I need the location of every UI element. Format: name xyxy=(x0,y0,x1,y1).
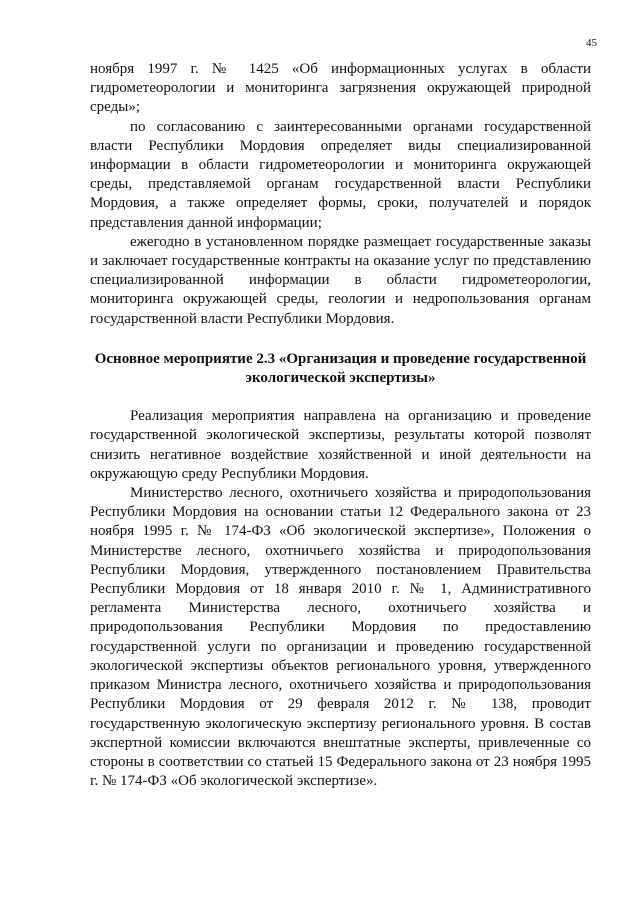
page-number: 45 xyxy=(586,37,597,49)
paragraph-coordination: по согласованию с заинтересованными органами государственной власти Республики Мордовия определяет виды специализированной информации в области гидрометеорологии и мониторинга окружающей среды, представляемой органам государственной власти Республики Мордовия, а также определяет формы, сроки, получателей и порядок представления данной информации; xyxy=(90,118,591,231)
section-gap xyxy=(90,388,591,407)
paragraph-implementation: Реализация мероприятия направлена на организацию и проведение государственной экологической экспертизы, результаты которой позволят снизить негативное воздействие хозяйственной и иной деятельности на окружающую среду Республики Мордовия. xyxy=(90,408,591,482)
paragraph-ministry: Министерство лесного, охотничьего хозяйства и природопользования Республики Мордовия на основании статьи 12 Федерального закона от 23 ноября 1995 г. № 174-ФЗ «Об экологической экспертизе», Положения о Министерстве лесного, охотничьего хозяйства и природопользования Республики Мордовия, утвержденного постановлением Правительства Республики Мордовия от 18 января 2010 г. № 1, Административного регламента Министерства лесного, охотничьего хозяйства и природопользования Республики Мордовия по предоставлению государственной услуги по организации и проведению государственной экологической экспертизы объектов регионального уровня, утвержденного приказом Министра лесного, охотничьего хозяйства и природопользования Республики Мордовия от 29 февраля 2012 г. № 138, проводит государственную экологическую экспертизу регионального уровня. В состав экспертной комиссии включаются внештатные эксперты, привлеченные со стороны в соответствии со статьей 15 Федерального закона от 23 ноября 1995 г. № 174-ФЗ «Об экологической экспертизе». xyxy=(90,485,591,790)
paragraph-continuation: ноября 1997 г. № 1425 «Об информационных услугах в области гидрометеорологии и мониторинга загрязнения окружающей природной среды»; xyxy=(90,61,591,116)
paragraph-state-orders: ежегодно в установленном порядке размещает государственные заказы и заключает государственные контракты на оказание услуг по представлению специализированной информации в области гидрометеорологии, мониторинга окружающей среды, геологии и недропользования органам государственной власти Республики Мордовия. xyxy=(90,233,591,327)
section-heading: Основное мероприятие 2.3 «Организация и проведение государственной экологической экспертизы» xyxy=(94,350,587,387)
document-body xyxy=(90,60,591,791)
